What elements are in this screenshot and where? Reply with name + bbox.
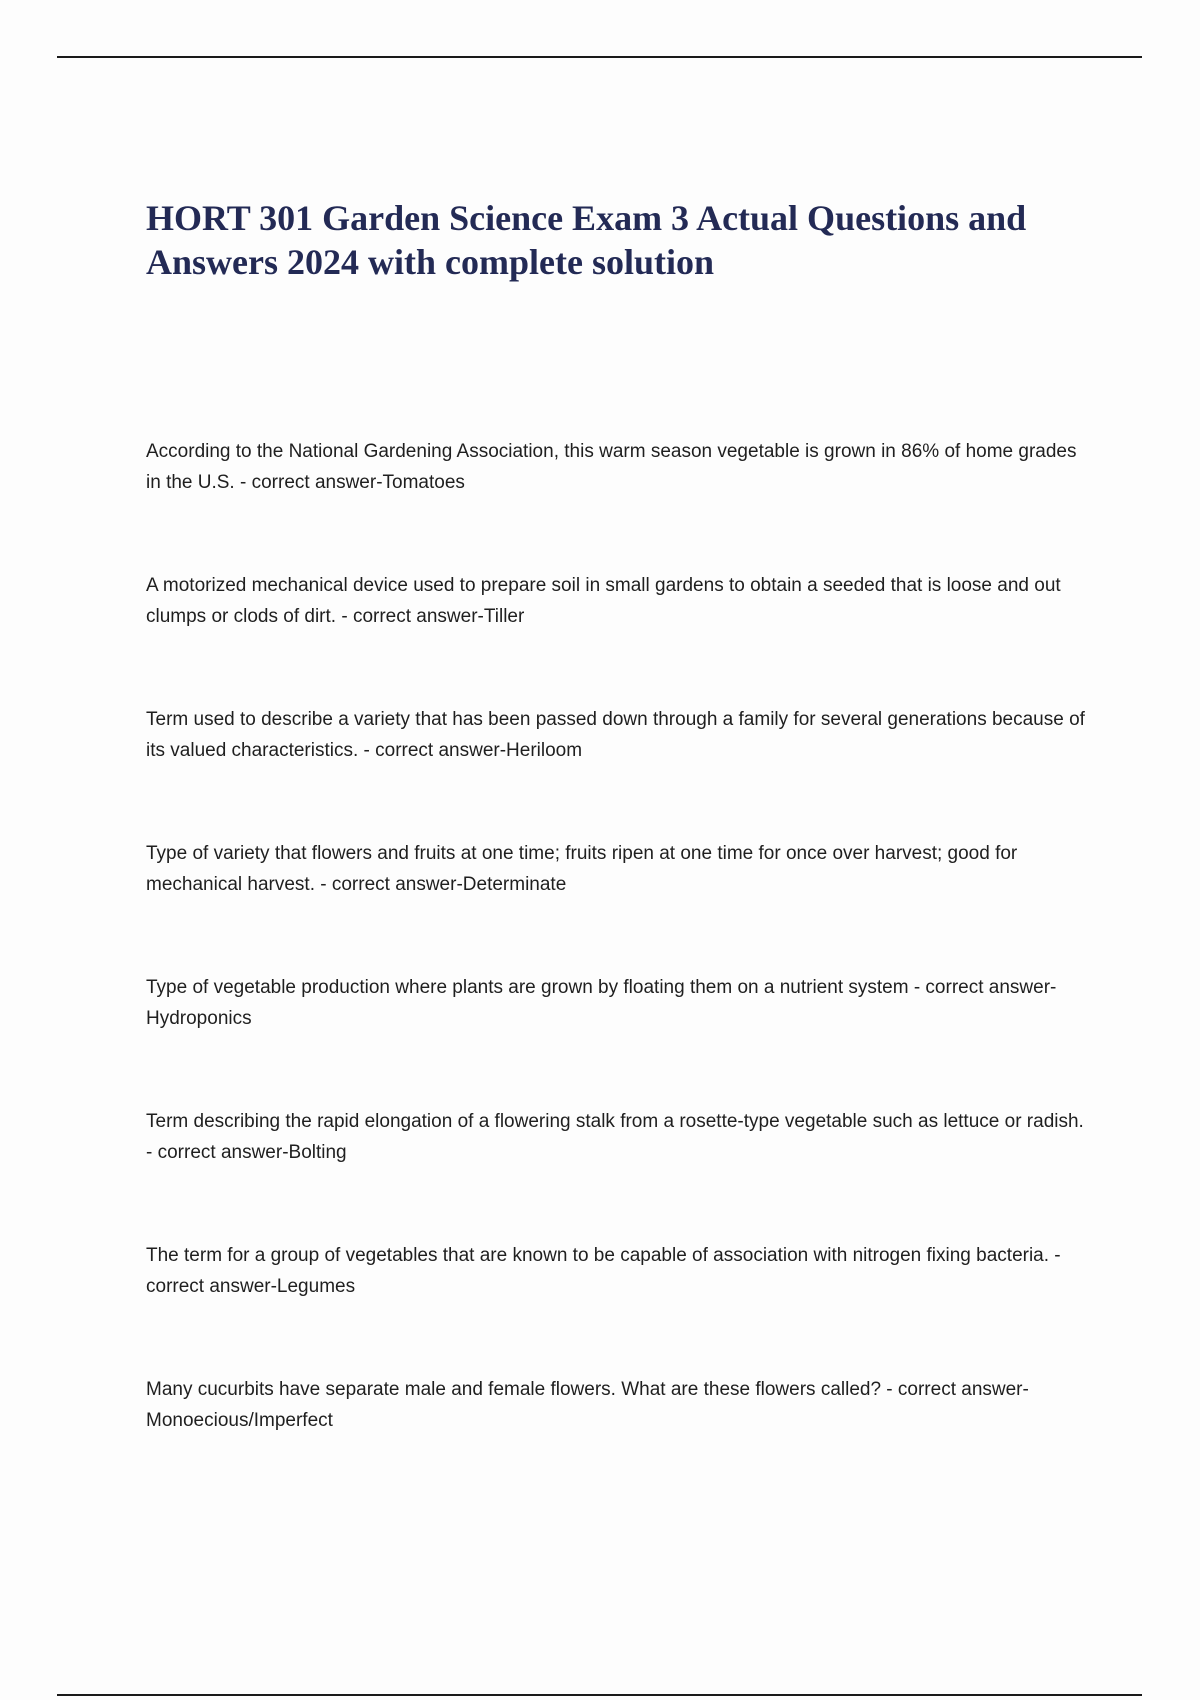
qa-item: The term for a group of vegetables that are known to be capable of association with nitrogen fixing bacteria. - correct answer-Legumes — [146, 1245, 1061, 1297]
bottom-rule — [57, 1694, 1142, 1696]
top-rule — [57, 56, 1142, 58]
qa-item: According to the National Gardening Association, this warm season vegetable is grown in 86% of home grades in the U.S. - correct answer-Tomatoes — [146, 441, 1077, 493]
qa-item: Type of vegetable production where plants are grown by floating them on a nutrient system - correct answer-Hydroponics — [146, 977, 1057, 1029]
qa-item: Many cucurbits have separate male and female flowers. What are these flowers called? - correct answer-Monoecious/Imperfect — [146, 1379, 1029, 1431]
qa-list — [146, 436, 1091, 1508]
qa-item: Type of variety that flowers and fruits at one time; fruits ripen at one time for once over harvest; good for mechanical harvest. - correct answer-Determinate — [146, 843, 1018, 895]
qa-item: Term describing the rapid elongation of a flowering stalk from a rosette-type vegetable such as lettuce or radish. - correct answer-Bolting — [146, 1111, 1084, 1163]
qa-item: A motorized mechanical device used to prepare soil in small gardens to obtain a seeded that is loose and out clumps or clods of dirt. - correct answer-Tiller — [146, 575, 1061, 627]
document-title: HORT 301 Garden Science Exam 3 Actual Questions and Answers 2024 with complete solution — [146, 198, 1027, 282]
qa-item: Term used to describe a variety that has been passed down through a family for several generations because of its valued characteristics. - correct answer-Heriloom — [146, 709, 1085, 761]
